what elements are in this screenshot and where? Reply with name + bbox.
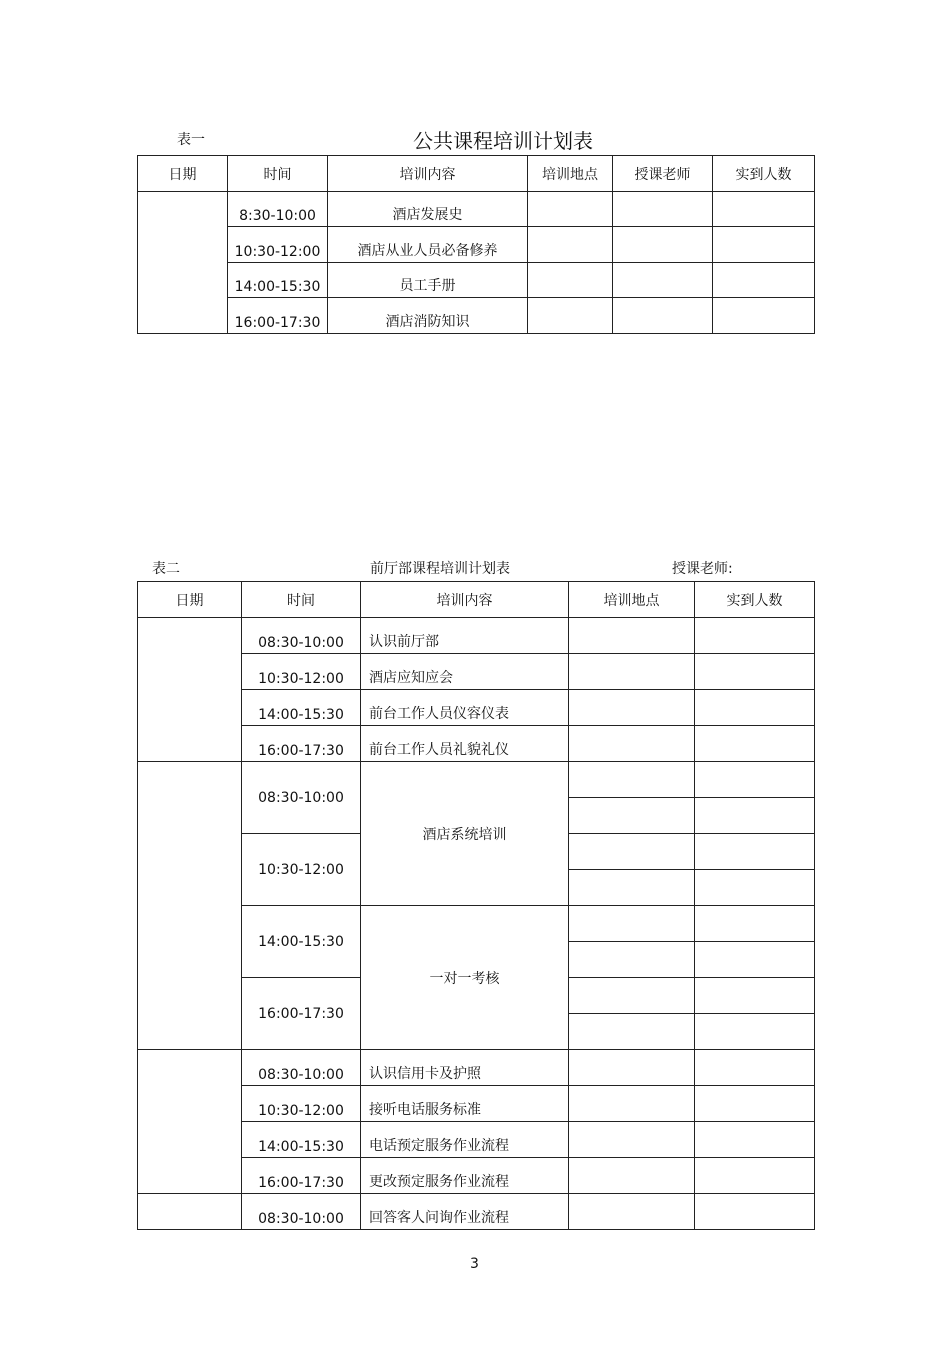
location-cell [569, 978, 695, 1014]
header-date: 日期 [138, 156, 228, 192]
attendance-cell [695, 1122, 815, 1158]
location-cell [569, 1194, 695, 1230]
location-cell [528, 192, 613, 227]
teacher-cell [613, 192, 713, 227]
table-row [138, 263, 815, 298]
header-content: 培训内容 [361, 582, 569, 618]
attendance-cell [695, 942, 815, 978]
location-cell [569, 1014, 695, 1050]
location-cell [569, 618, 695, 654]
header-date: 日期 [138, 582, 242, 618]
header-location: 培训地点 [569, 582, 695, 618]
header-content: 培训内容 [328, 156, 528, 192]
header-location: 培训地点 [528, 156, 613, 192]
content-cell: 酒店应知应会 [361, 654, 569, 690]
location-cell [569, 834, 695, 870]
content-cell: 前台工作人员礼貌礼仪 [361, 726, 569, 762]
location-cell [569, 942, 695, 978]
location-cell [569, 870, 695, 906]
location-cell [528, 263, 613, 298]
content-cell: 前台工作人员仪容仪表 [361, 690, 569, 726]
attendance-cell [695, 834, 815, 870]
teacher-cell [613, 263, 713, 298]
time-cell: 14:00-15:30 [242, 1122, 361, 1158]
location-cell [569, 906, 695, 942]
table-row [138, 298, 815, 334]
table1-label: 表一 [177, 132, 205, 148]
attendance-cell [695, 618, 815, 654]
attendance-cell [713, 227, 815, 263]
table-row [138, 227, 815, 263]
attendance-cell [695, 1158, 815, 1194]
time-cell: 10:30-12:00 [228, 227, 328, 263]
content-cell: 电话预定服务作业流程 [361, 1122, 569, 1158]
content-cell: 酒店从业人员必备修养 [328, 227, 528, 263]
content-cell-merged: 酒店系统培训 [361, 762, 569, 906]
header-time: 时间 [242, 582, 361, 618]
table-row [138, 1194, 815, 1230]
time-cell: 08:30-10:00 [242, 1194, 361, 1230]
table1-title: 公共课程培训计划表 [413, 129, 593, 153]
time-cell: 14:00-15:30 [228, 263, 328, 298]
attendance-cell [695, 762, 815, 798]
time-cell: 16:00-17:30 [242, 978, 361, 1050]
attendance-cell [713, 298, 815, 334]
table2-header-row [138, 582, 815, 618]
attendance-cell [695, 726, 815, 762]
attendance-cell [713, 263, 815, 298]
time-cell: 14:00-15:30 [242, 906, 361, 978]
location-cell [569, 1050, 695, 1086]
table-row [138, 762, 815, 798]
content-cell: 酒店消防知识 [328, 298, 528, 334]
content-cell: 接听电话服务标准 [361, 1086, 569, 1122]
location-cell [569, 654, 695, 690]
attendance-cell [695, 1194, 815, 1230]
page-number: 3 [470, 1256, 479, 1272]
date-cell [138, 618, 242, 762]
time-cell: 10:30-12:00 [242, 1086, 361, 1122]
attendance-cell [695, 1050, 815, 1086]
header-teacher: 授课老师 [613, 156, 713, 192]
content-cell: 酒店发展史 [328, 192, 528, 227]
attendance-cell [695, 1014, 815, 1050]
time-cell: 16:00-17:30 [228, 298, 328, 334]
time-cell: 08:30-10:00 [242, 618, 361, 654]
date-cell [138, 192, 228, 334]
time-cell: 08:30-10:00 [242, 1050, 361, 1086]
location-cell [528, 298, 613, 334]
content-cell: 认识前厅部 [361, 618, 569, 654]
location-cell [569, 798, 695, 834]
table-row [138, 192, 815, 227]
location-cell [569, 1122, 695, 1158]
location-cell [528, 227, 613, 263]
teacher-cell [613, 298, 713, 334]
time-cell: 8:30-10:00 [228, 192, 328, 227]
location-cell [569, 1158, 695, 1194]
attendance-cell [695, 978, 815, 1014]
attendance-cell [695, 798, 815, 834]
date-cell [138, 762, 242, 1050]
time-cell: 14:00-15:30 [242, 690, 361, 726]
time-cell: 10:30-12:00 [242, 834, 361, 906]
content-cell: 更改预定服务作业流程 [361, 1158, 569, 1194]
attendance-cell [695, 870, 815, 906]
table-row [138, 618, 815, 654]
date-cell [138, 1050, 242, 1194]
content-cell-merged: 一对一考核 [361, 906, 569, 1050]
location-cell [569, 690, 695, 726]
location-cell [569, 726, 695, 762]
table-row [138, 1050, 815, 1086]
time-cell: 08:30-10:00 [242, 762, 361, 834]
attendance-cell [695, 654, 815, 690]
table1-header-row [138, 156, 815, 192]
attendance-cell [695, 906, 815, 942]
location-cell [569, 1086, 695, 1122]
table2 [137, 581, 815, 1230]
time-cell: 16:00-17:30 [242, 726, 361, 762]
teacher-cell [613, 227, 713, 263]
table2-label: 表二 [152, 561, 180, 577]
header-attendance: 实到人数 [695, 582, 815, 618]
content-cell: 员工手册 [328, 263, 528, 298]
attendance-cell [695, 690, 815, 726]
location-cell [569, 762, 695, 798]
header-attendance: 实到人数 [713, 156, 815, 192]
attendance-cell [695, 1086, 815, 1122]
content-cell: 认识信用卡及护照 [361, 1050, 569, 1086]
table1 [137, 155, 815, 334]
date-cell [138, 1194, 242, 1230]
content-cell: 回答客人问询作业流程 [361, 1194, 569, 1230]
attendance-cell [713, 192, 815, 227]
table2-title: 前厅部课程培训计划表 [370, 561, 510, 577]
time-cell: 10:30-12:00 [242, 654, 361, 690]
header-time: 时间 [228, 156, 328, 192]
table2-teacher-label: 授课老师: [672, 561, 733, 577]
time-cell: 16:00-17:30 [242, 1158, 361, 1194]
